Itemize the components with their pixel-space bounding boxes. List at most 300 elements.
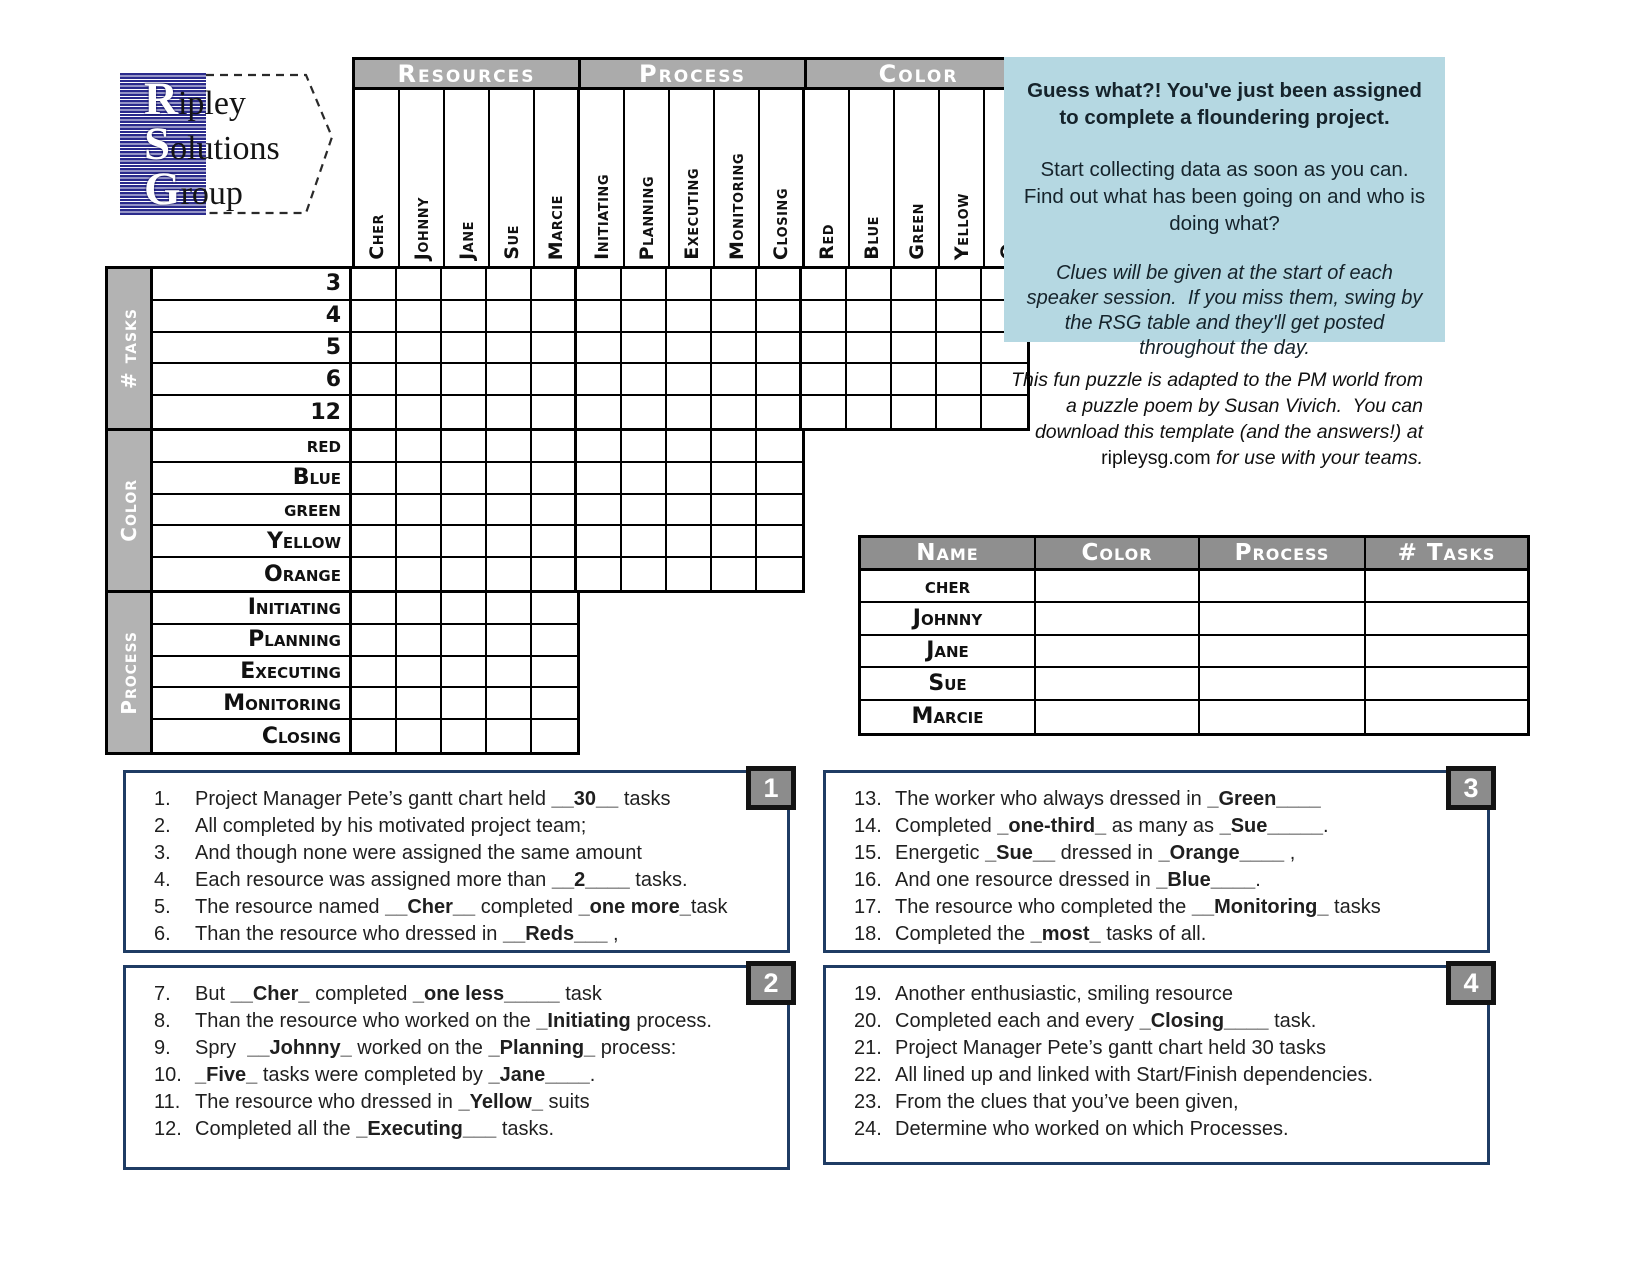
- row-label-planning: Planning: [153, 625, 349, 657]
- grid-cell[interactable]: [937, 396, 982, 428]
- logo-line-group: [144, 163, 280, 215]
- grid-cell[interactable]: [577, 526, 622, 558]
- clue-text: Project Manager Pete’s gantt chart held 30 tasks: [895, 1037, 1326, 1059]
- grid-cell[interactable]: [667, 396, 712, 428]
- grid-cell[interactable]: [712, 463, 757, 495]
- row-label-12: 12: [310, 399, 341, 425]
- clue-number: 22.: [854, 1064, 882, 1086]
- grid-cell[interactable]: [442, 463, 487, 495]
- grid-cell[interactable]: [352, 558, 397, 590]
- logo-line-ripley: [144, 73, 280, 125]
- clue-7: [154, 981, 779, 1008]
- grid-cells-tasks: [352, 266, 1030, 431]
- grid-cell[interactable]: [667, 269, 712, 301]
- clue-text: All lined up and linked with Start/Finish dependencies.: [895, 1064, 1374, 1086]
- clue-10: [154, 1062, 779, 1089]
- clue-box-4-badge: 4: [1446, 961, 1496, 1005]
- logo-rest: olutions: [170, 130, 280, 167]
- grid-cell[interactable]: [667, 431, 712, 463]
- grid-cell[interactable]: [757, 364, 802, 396]
- grid-cell[interactable]: [757, 495, 802, 527]
- clue-list-4: [854, 981, 1479, 1143]
- grid-cell[interactable]: [442, 364, 487, 396]
- grid-cell[interactable]: [892, 269, 937, 301]
- grid-cell[interactable]: [712, 301, 757, 333]
- grid-cell[interactable]: [802, 396, 847, 428]
- grid-cell[interactable]: [397, 396, 442, 428]
- answer-cell[interactable]: [1366, 603, 1527, 635]
- row-label-green: green: [153, 495, 349, 527]
- grid-cell[interactable]: [487, 688, 532, 720]
- answer-cell[interactable]: [1200, 636, 1366, 668]
- column-labels-row: [352, 90, 1033, 266]
- grid-cell[interactable]: [352, 431, 397, 463]
- grid-cell[interactable]: [487, 431, 532, 463]
- grid-cell[interactable]: [622, 558, 667, 590]
- grid-cell[interactable]: [757, 558, 802, 590]
- clue-text: Energetic _Sue__ dressed in _Orange____ ,: [895, 842, 1296, 864]
- row-label-closing: Closing: [261, 723, 341, 749]
- grid-cell[interactable]: [667, 495, 712, 527]
- grid-cell[interactable]: [847, 364, 892, 396]
- grid-cell[interactable]: [352, 593, 397, 625]
- answer-cell[interactable]: [1036, 603, 1200, 635]
- row-labels-tasks: [153, 266, 352, 431]
- column-label-johnny: Johnny: [400, 90, 445, 266]
- row-group-sidebar-tasks: # tasks: [105, 266, 153, 431]
- grid-cell[interactable]: [622, 463, 667, 495]
- grid-cell[interactable]: [757, 333, 802, 365]
- answer-cell[interactable]: [1036, 571, 1200, 603]
- answer-header-color: Color: [1036, 538, 1200, 571]
- grid-cell[interactable]: [802, 269, 847, 301]
- column-label-monitoring: Monitoring: [715, 90, 760, 266]
- info-body: Start collecting data as soon as you can. Find out what has been going on and who is doing what?: [1023, 158, 1431, 235]
- clue-text: The resource named __Cher__ completed _one more_task: [195, 896, 728, 918]
- clue-text: The worker who always dressed in _Green____: [895, 788, 1321, 810]
- clue-6: [154, 921, 779, 948]
- column-label-closing: Closing: [760, 90, 805, 266]
- clue-text: Completed all the _Executing___ tasks.: [195, 1118, 555, 1140]
- clue-text: Than the resource who worked on the _Initiating process.: [195, 1010, 712, 1032]
- grid-cell[interactable]: [352, 301, 397, 333]
- clue-list-1: [154, 786, 779, 948]
- clue-16: [854, 867, 1479, 894]
- grid-cell[interactable]: [532, 431, 577, 463]
- clue-list-2: [154, 981, 779, 1143]
- grid-cell[interactable]: [487, 593, 532, 625]
- column-group-process: Process: [578, 57, 807, 90]
- grid-cell[interactable]: [397, 688, 442, 720]
- grid-cell[interactable]: [487, 625, 532, 657]
- clue-text: And though none were assigned the same amount: [195, 842, 642, 864]
- clue-number: 1.: [154, 788, 171, 810]
- answer-name-jane: Jane: [861, 636, 1036, 668]
- grid-cell[interactable]: [532, 558, 577, 590]
- grid-cell[interactable]: [577, 269, 622, 301]
- grid-cell[interactable]: [487, 396, 532, 428]
- grid-cell[interactable]: [757, 269, 802, 301]
- grid-cell[interactable]: [442, 301, 487, 333]
- grid-cell[interactable]: [757, 463, 802, 495]
- clue-text: From the clues that you’ve been given,: [895, 1091, 1239, 1113]
- grid-cell[interactable]: [442, 558, 487, 590]
- clue-number: 19.: [854, 983, 882, 1005]
- grid-cell[interactable]: [442, 593, 487, 625]
- column-group-resources: Resources: [352, 57, 581, 90]
- clue-box-1-badge: 1: [746, 766, 796, 810]
- grid-cell[interactable]: [667, 526, 712, 558]
- clue-4: [154, 867, 779, 894]
- logo-initial: S: [144, 118, 171, 170]
- grid-cell[interactable]: [442, 495, 487, 527]
- clue-number: 2.: [154, 815, 171, 837]
- grid-cell[interactable]: [892, 333, 937, 365]
- grid-cell[interactable]: [442, 526, 487, 558]
- column-group-headers: [352, 57, 1033, 90]
- clue-box-4: [823, 965, 1490, 1165]
- grid-cell[interactable]: [532, 688, 577, 720]
- logo-text: [144, 73, 280, 215]
- column-label-cher: Cher: [355, 90, 400, 266]
- grid-cell[interactable]: [487, 558, 532, 590]
- clue-text: The resource who completed the __Monitoring_ tasks: [895, 896, 1381, 918]
- clue-number: 3.: [154, 842, 171, 864]
- info-heading: Guess what?! You've just been assigned to complete a floundering project.: [1027, 79, 1428, 129]
- clue-number: 5.: [154, 896, 171, 918]
- grid-cell[interactable]: [847, 269, 892, 301]
- row-labels-color: [153, 428, 352, 593]
- clue-text: And one resource dressed in _Blue____.: [895, 869, 1261, 891]
- clue-number: 11.: [154, 1091, 181, 1113]
- clue-box-1: [123, 770, 790, 953]
- grid-cell[interactable]: [442, 269, 487, 301]
- grid-cell[interactable]: [487, 364, 532, 396]
- grid-cell[interactable]: [577, 431, 622, 463]
- grid-cell[interactable]: [352, 625, 397, 657]
- grid-cell[interactable]: [847, 301, 892, 333]
- grid-cell[interactable]: [757, 431, 802, 463]
- row-group-tasks: [105, 266, 1030, 431]
- grid-cell[interactable]: [757, 301, 802, 333]
- answer-table: [858, 535, 1530, 736]
- grid-cell[interactable]: [352, 526, 397, 558]
- row-label-yellow: Yellow: [153, 526, 349, 558]
- grid-cell[interactable]: [667, 558, 712, 590]
- row-label-4: 4: [153, 301, 349, 333]
- clue-24: [854, 1116, 1479, 1143]
- clue-13: [854, 786, 1479, 813]
- row-label-orange: Orange: [264, 561, 341, 587]
- grid-cell[interactable]: [712, 396, 757, 428]
- answer-cell[interactable]: [1036, 701, 1200, 733]
- clue-text: Each resource was assigned more than __2____ tasks.: [195, 869, 688, 891]
- clue-12: [154, 1116, 779, 1143]
- answer-cell[interactable]: [1366, 636, 1527, 668]
- clue-11: [154, 1089, 779, 1116]
- grid-cell[interactable]: [532, 333, 577, 365]
- grid-cell[interactable]: [397, 301, 442, 333]
- grid-cell[interactable]: [937, 333, 982, 365]
- clue-14: [854, 813, 1479, 840]
- grid-cell[interactable]: [532, 301, 577, 333]
- grid-cell[interactable]: [622, 333, 667, 365]
- clue-text: Than the resource who dressed in __Reds___ ,: [195, 923, 619, 945]
- grid-cell[interactable]: [667, 301, 712, 333]
- grid-cell[interactable]: [712, 558, 757, 590]
- grid-cell[interactable]: [802, 364, 847, 396]
- clue-number: 15.: [854, 842, 882, 864]
- clue-number: 12.: [154, 1118, 182, 1140]
- grid-cell[interactable]: [892, 364, 937, 396]
- grid-cell[interactable]: [487, 720, 532, 752]
- clue-box-2-badge: 2: [746, 961, 796, 1005]
- grid-cell[interactable]: [622, 269, 667, 301]
- grid-cell[interactable]: [577, 396, 622, 428]
- grid-cell[interactable]: [757, 526, 802, 558]
- grid-cell[interactable]: [397, 431, 442, 463]
- clue-number: 9.: [154, 1037, 171, 1059]
- grid-cell[interactable]: [442, 625, 487, 657]
- grid-cell[interactable]: [667, 333, 712, 365]
- grid-cell[interactable]: [532, 396, 577, 428]
- grid-cell[interactable]: [577, 495, 622, 527]
- grid-cell[interactable]: [622, 431, 667, 463]
- grid-cell[interactable]: [712, 495, 757, 527]
- grid-cell[interactable]: [352, 463, 397, 495]
- grid-cells-color: [352, 428, 805, 593]
- grid-cell[interactable]: [712, 364, 757, 396]
- column-label-executing: Executing: [670, 90, 715, 266]
- clue-2: [154, 813, 779, 840]
- credit-text: [1008, 367, 1429, 471]
- clue-text: Project Manager Pete’s gantt chart held __30__ tasks: [195, 788, 671, 810]
- grid-cell[interactable]: [397, 269, 442, 301]
- clue-number: 16.: [854, 869, 882, 891]
- clue-18: [854, 921, 1479, 948]
- grid-cell[interactable]: [442, 333, 487, 365]
- clue-number: 24.: [854, 1118, 882, 1140]
- grid-cell[interactable]: [577, 301, 622, 333]
- grid-cell[interactable]: [712, 526, 757, 558]
- info-box: [1004, 57, 1445, 359]
- clue-number: 14.: [854, 815, 882, 837]
- clue-text: The resource who dressed in _Yellow_ suits: [195, 1091, 590, 1113]
- answer-cell[interactable]: [1200, 603, 1366, 635]
- grid-cell[interactable]: [397, 364, 442, 396]
- column-label-initiating: Initiating: [580, 90, 625, 266]
- grid-cell[interactable]: [802, 333, 847, 365]
- clue-22: [854, 1062, 1479, 1089]
- logo-initial: R: [144, 73, 178, 125]
- grid-cell[interactable]: [487, 269, 532, 301]
- grid-cell[interactable]: [352, 333, 397, 365]
- grid-cell[interactable]: [802, 301, 847, 333]
- answer-cell[interactable]: [1200, 571, 1366, 603]
- logo-line-solutions: [144, 118, 280, 170]
- row-group-sidebar-process: Process: [105, 590, 153, 755]
- row-label-executing: Executing: [153, 657, 349, 689]
- clue-text: But __Cher_ completed _one less_____ task: [195, 983, 602, 1005]
- row-label-red: red: [153, 431, 349, 463]
- column-label-yellow: Yellow: [940, 90, 985, 266]
- answer-name-cher: cher: [861, 571, 1036, 603]
- credit-end: for use with your teams.: [1210, 447, 1423, 469]
- clue-text: Completed the _most_ tasks of all.: [895, 923, 1207, 945]
- info-note: Clues will be given at the start of each speaker session. If you miss them, swing by the RSG table and they'll get posted throughout the day.: [1026, 262, 1428, 359]
- clue-3: [154, 840, 779, 867]
- grid-cell[interactable]: [397, 526, 442, 558]
- grid-cell[interactable]: [352, 495, 397, 527]
- grid-cell[interactable]: [487, 333, 532, 365]
- answer-name-johnny: Johnny: [861, 603, 1036, 635]
- grid-cell[interactable]: [532, 625, 577, 657]
- grid-cell[interactable]: [487, 495, 532, 527]
- grid-cell[interactable]: [352, 396, 397, 428]
- clue-text: Determine who worked on which Processes.: [895, 1118, 1289, 1140]
- answer-cell[interactable]: [1366, 668, 1527, 700]
- grid-cell[interactable]: [352, 269, 397, 301]
- grid-cell[interactable]: [667, 364, 712, 396]
- clue-number: 10.: [154, 1064, 182, 1086]
- answer-header-process: Process: [1200, 538, 1366, 571]
- grid-cell[interactable]: [397, 495, 442, 527]
- row-label-monitoring: Monitoring: [153, 688, 349, 720]
- column-label-sue: Sue: [490, 90, 535, 266]
- clue-15: [854, 840, 1479, 867]
- grid-cell[interactable]: [892, 301, 937, 333]
- logo-initial: G: [144, 163, 181, 215]
- row-label-initiating: Initiating: [153, 593, 349, 625]
- grid-cell[interactable]: [622, 526, 667, 558]
- column-label-jane: Jane: [445, 90, 490, 266]
- grid-cell[interactable]: [712, 269, 757, 301]
- grid-cells-process: [352, 590, 580, 755]
- grid-cell[interactable]: [487, 526, 532, 558]
- clue-21: [854, 1035, 1479, 1062]
- clue-text: Completed _one-third_ as many as _Sue_____.: [895, 815, 1329, 837]
- grid-cell[interactable]: [397, 333, 442, 365]
- grid-cell[interactable]: [397, 463, 442, 495]
- grid-cell[interactable]: [712, 333, 757, 365]
- grid-cell[interactable]: [442, 657, 487, 689]
- grid-cell[interactable]: [442, 431, 487, 463]
- clue-box-3: [823, 770, 1490, 953]
- grid-cell[interactable]: [577, 364, 622, 396]
- grid-cell[interactable]: [442, 396, 487, 428]
- grid-cell[interactable]: [847, 333, 892, 365]
- grid-cell[interactable]: [577, 333, 622, 365]
- grid-cell[interactable]: [352, 364, 397, 396]
- grid-cell[interactable]: [352, 720, 397, 752]
- grid-cell[interactable]: [937, 269, 982, 301]
- grid-cell[interactable]: [487, 463, 532, 495]
- grid-cell[interactable]: [937, 364, 982, 396]
- clue-text: Spry __Johnny_ worked on the _Planning_ process:: [195, 1037, 677, 1059]
- clue-17: [854, 894, 1479, 921]
- grid-cell[interactable]: [487, 301, 532, 333]
- row-group-sidebar-color: Color: [105, 428, 153, 593]
- column-label-planning: Planning: [625, 90, 670, 266]
- clue-text: All completed by his motivated project team;: [195, 815, 587, 837]
- clue-23: [854, 1089, 1479, 1116]
- row-label-3: 3: [153, 269, 349, 301]
- clue-box-2: [123, 965, 790, 1170]
- row-label-6: 6: [153, 364, 349, 396]
- column-label-marcie: Marcie: [535, 90, 580, 266]
- clue-number: 23.: [854, 1091, 882, 1113]
- grid-cell[interactable]: [847, 396, 892, 428]
- grid-cell[interactable]: [487, 657, 532, 689]
- grid-cell[interactable]: [442, 688, 487, 720]
- clue-box-3-badge: 3: [1446, 766, 1496, 810]
- answer-name-sue: Sue: [861, 668, 1036, 700]
- grid-cell[interactable]: [397, 625, 442, 657]
- logo-rest: roup: [180, 175, 243, 212]
- clue-5: [154, 894, 779, 921]
- column-label-blue: Blue: [850, 90, 895, 266]
- grid-cell[interactable]: [532, 463, 577, 495]
- clue-number: 18.: [854, 923, 882, 945]
- grid-cell[interactable]: [397, 558, 442, 590]
- grid-cell[interactable]: [442, 720, 487, 752]
- rsg-logo: [120, 73, 335, 215]
- answer-cell[interactable]: [1036, 668, 1200, 700]
- grid-cell[interactable]: [532, 720, 577, 752]
- grid-cell[interactable]: [577, 558, 622, 590]
- grid-cell[interactable]: [667, 463, 712, 495]
- grid-cell[interactable]: [622, 495, 667, 527]
- grid-cell[interactable]: [352, 688, 397, 720]
- grid-cell[interactable]: [532, 593, 577, 625]
- grid-cell[interactable]: [892, 396, 937, 428]
- grid-cell[interactable]: [352, 657, 397, 689]
- clue-number: 6.: [154, 923, 171, 945]
- column-group-color: Color: [804, 57, 1033, 90]
- grid-cell[interactable]: [712, 431, 757, 463]
- grid-cell[interactable]: [532, 526, 577, 558]
- clue-19: [854, 981, 1479, 1008]
- grid-cell[interactable]: [532, 364, 577, 396]
- answer-table-grid: [861, 538, 1527, 733]
- row-label-5: 5: [153, 333, 349, 365]
- clue-1: [154, 786, 779, 813]
- grid-cell[interactable]: [532, 495, 577, 527]
- answer-cell[interactable]: [1366, 701, 1527, 733]
- clue-list-3: [854, 786, 1479, 948]
- grid-cell[interactable]: [577, 463, 622, 495]
- grid-cell[interactable]: [397, 720, 442, 752]
- grid-cell[interactable]: [397, 657, 442, 689]
- answer-cell[interactable]: [1366, 571, 1527, 603]
- answer-cell[interactable]: [1200, 668, 1366, 700]
- grid-cell[interactable]: [622, 364, 667, 396]
- grid-cell[interactable]: [622, 301, 667, 333]
- grid-cell[interactable]: [532, 657, 577, 689]
- grid-cell[interactable]: [397, 593, 442, 625]
- grid-cell[interactable]: [937, 301, 982, 333]
- grid-cell[interactable]: [532, 269, 577, 301]
- answer-name-marcie: Marcie: [861, 701, 1036, 733]
- clue-number: 21.: [854, 1037, 882, 1059]
- clue-number: 20.: [854, 1010, 882, 1032]
- answer-cell[interactable]: [1200, 701, 1366, 733]
- grid-cell[interactable]: [757, 396, 802, 428]
- answer-cell[interactable]: [1036, 636, 1200, 668]
- grid-cell[interactable]: [622, 396, 667, 428]
- column-label-green: Green: [895, 90, 940, 266]
- answer-header-name: Name: [861, 538, 1036, 571]
